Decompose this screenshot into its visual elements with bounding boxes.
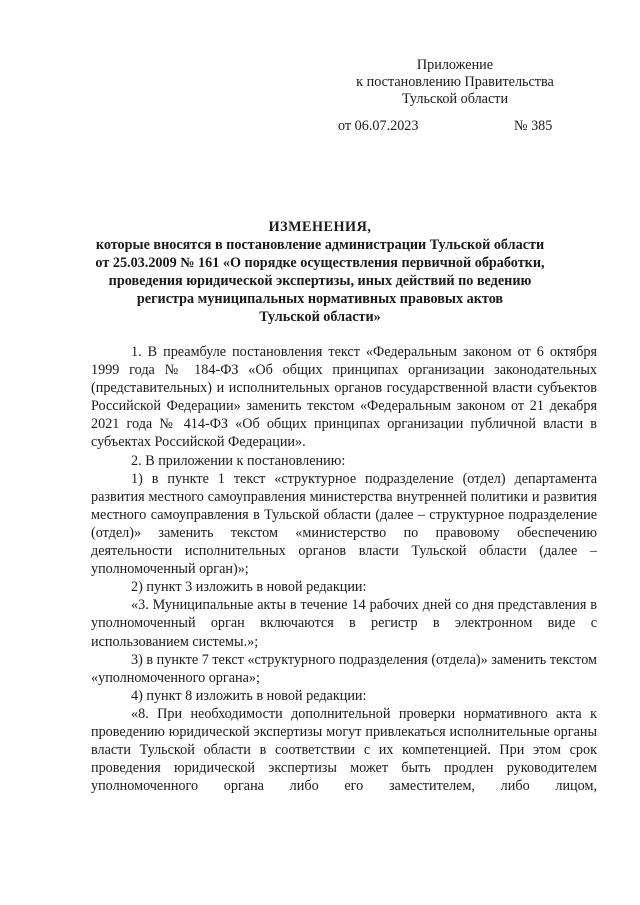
paragraph-6: 3) в пункте 7 текст «структурного подразделения (отдела)» заменить текстом «уполномоченного органа»;: [91, 651, 597, 686]
paragraph-3: 1) в пункте 1 текст «структурное подразделение (отдел) департамента развития местного самоуправления министерства внутренней политики и развития местного самоуправления в Тульской области (далее – структурное подразделение (отдел)» заменить текстом «министерство по правовому обеспечению деятельности исполнительных органов власти Тульской области (далее – уполномоченный орган)»;: [91, 470, 597, 578]
appendix-line-1: Приложение: [416, 57, 494, 73]
decree-date-row: [0, 118, 640, 136]
title-line-3: от 25.03.2009 № 161 «О порядке осуществления первичной обработки,: [95, 255, 545, 271]
title-line-4: проведения юридической экспертизы, иных действий по ведению: [108, 273, 532, 289]
appendix-line-2: к постановлению Правительства: [356, 74, 554, 90]
paragraph-2: 2. В приложении к постановлению:: [131, 452, 346, 469]
document-body: [91, 343, 597, 795]
title-line-5: регистра муниципальных нормативных правовых актов: [136, 291, 504, 307]
appendix-block: [330, 57, 580, 108]
paragraph-7: 4) пункт 8 изложить в новой редакции:: [131, 687, 367, 704]
paragraph-4: 2) пункт 3 изложить в новой редакции:: [131, 579, 367, 596]
title-line-2: которые вносятся в постановление администрации Тульской области: [95, 237, 545, 253]
decree-number: № 385: [514, 118, 553, 134]
document-title: [80, 218, 560, 326]
paragraph-5: «3. Муниципальные акты в течение 14 рабочих дней со дня представления в уполномоченный орган включаются в регистр в электронном виде с использованием системы.»;: [91, 597, 597, 650]
title-line-6: Тульской области»: [259, 309, 381, 325]
appendix-line-3: Тульской области: [401, 91, 509, 107]
paragraph-1: 1. В преамбуле постановления текст «Федеральным законом от 6 октября 1999 года № 184-ФЗ «Об общих принципах организации законодательных (представительных) и исполнительных органов государственной власти субъектов Российской Федерации» заменить текстом «Федеральным законом от 21 декабря 2021 года № 414-ФЗ «Об общих принципах организации публичной власти в субъектах Российской Федерации».: [91, 344, 597, 451]
paragraph-8: «8. При необходимости дополнительной проверки нормативного акта к проведению юридической экспертизы могут привлекаться исполнительные органы власти Тульской области в соответствии с их компетенцией. При этом срок проведения юридической экспертизы может быть продлен руководителем уполномоченного органа либо его заместителем, либо лицом,: [91, 705, 597, 795]
decree-date: от 06.07.2023: [338, 118, 419, 134]
title-line-1: ИЗМЕНЕНИЯ,: [268, 219, 372, 235]
